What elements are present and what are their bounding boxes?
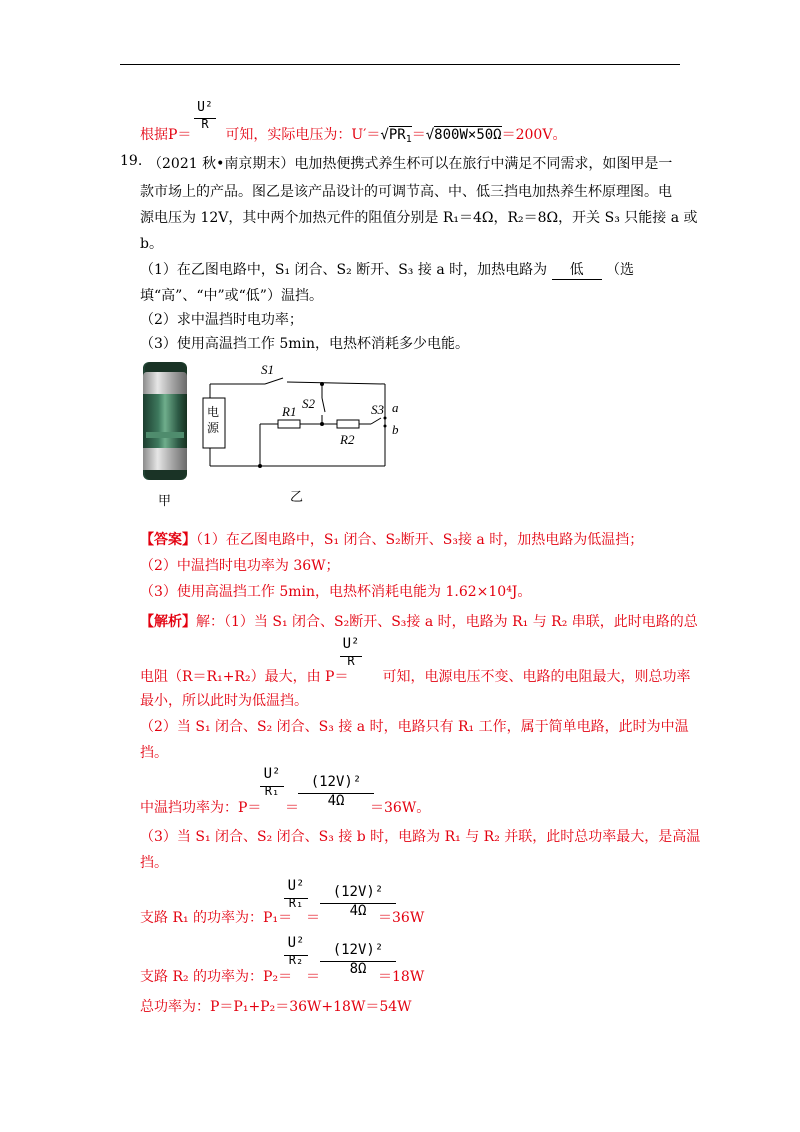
answer-2: （2）中温挡时电功率为 36W； xyxy=(140,558,340,574)
fraction-denominator: R₂ xyxy=(288,953,304,967)
fraction-denominator: 4Ω xyxy=(349,903,367,919)
sqrt-values xyxy=(426,126,502,143)
question-line-1: （2021 秋•南京期末）电加热便携式养生杯可以在旅行中满足不同需求，如图甲是一 xyxy=(148,156,673,172)
p1-eq: ＝ xyxy=(306,910,320,926)
analysis-line-6: （3）当 S₁ 闭合、S₂ 闭合、S₃ 接 b 时，电路为 R₁ 与 R₂ 并联，此时总功率最大，是高温 xyxy=(140,829,701,845)
fraction-numerator: U² xyxy=(342,636,360,652)
total-power-line: 总功率为：P＝P₁+P₂＝36W+18W＝54W xyxy=(140,999,412,1015)
part1-blank: 低 xyxy=(552,259,602,280)
question-number: 19. xyxy=(120,153,143,169)
analysis-tag: 【解析】 xyxy=(140,614,196,630)
fraction-bar xyxy=(320,961,396,962)
label-r1: R1 xyxy=(282,404,297,419)
label-r2: R2 xyxy=(340,432,355,447)
fraction-bar xyxy=(284,955,308,956)
fraction-numerator: U² xyxy=(287,878,305,894)
cup-base xyxy=(145,470,185,480)
fraction-denominator: R xyxy=(347,654,355,668)
answer-tag: 【答案】 xyxy=(140,532,196,548)
resistor-r1 xyxy=(278,420,300,428)
question-part-2: （2）求中温挡时电功率； xyxy=(140,312,303,328)
analysis-fraction-u2-r xyxy=(336,636,366,668)
junction-node xyxy=(320,382,324,386)
fraction-bar xyxy=(260,786,284,787)
analysis-line-3: 最小，所以此时为低温挡。 xyxy=(140,693,308,709)
fraction-numerator: U² xyxy=(197,100,213,115)
answer-1: （1）在乙图电路中，S₁ 闭合、S₂断开、S₃接 a 时，加热电路为低温挡； xyxy=(196,532,644,548)
question-line-2: 款市场上的产品。图乙是该产品设计的可调节高、中、低三挡电加热养生杯原理图。电 xyxy=(140,184,672,200)
fraction-bar xyxy=(340,656,362,657)
intro-prefix: 根据P＝ xyxy=(140,127,192,143)
power-source-label: 电源 xyxy=(207,405,220,435)
p2-result: ＝18W xyxy=(378,969,425,985)
fraction-numerator: (12V)² xyxy=(332,942,384,958)
contact-b xyxy=(384,425,387,428)
question-line-3: 源电压为 12V，其中两个加热元件的阻值分别是 R₁＝4Ω，R₂＝8Ω，开关 S₃ 只能接 a 或 xyxy=(140,210,698,226)
question-line-4: b。 xyxy=(140,236,163,252)
fraction-bar xyxy=(284,898,308,899)
part1-text-b: （选 xyxy=(606,262,635,278)
mid-fraction-u2-r1 xyxy=(256,766,288,798)
fraction-numerator: (12V)² xyxy=(332,884,384,900)
mid-result: ＝36W。 xyxy=(370,800,431,816)
cup-stripe xyxy=(146,432,184,438)
figure-label-jia: 甲 xyxy=(158,494,172,509)
mid-eq: ＝ xyxy=(285,800,299,816)
junction-node xyxy=(258,464,262,468)
p2-line: 支路 R₂ 的功率为：P₂＝ xyxy=(140,969,293,985)
fraction-numerator: (12V)² xyxy=(310,774,362,790)
circuit-diagram xyxy=(195,360,410,475)
label-s2: S2 xyxy=(302,396,315,411)
product-photo xyxy=(143,362,187,480)
p2-eq: ＝ xyxy=(306,969,320,985)
analysis-line-1 xyxy=(140,611,698,631)
header-rule xyxy=(120,64,680,65)
analysis-line-4: （2）当 S₁ 闭合、S₂ 闭合、S₃ 接 a 时，电路只有 R₁ 工作，属于简单电路，此时为中温 xyxy=(140,719,689,735)
fraction-denominator: 8Ω xyxy=(349,961,367,977)
analysis-1: 解：（1）当 S₁ 闭合、S₂断开、S₃接 a 时，电路为 R₁ 与 R₂ 串联，此时电路的总 xyxy=(196,614,698,630)
fraction-denominator: 4Ω xyxy=(327,793,345,809)
fraction-numerator: U² xyxy=(287,935,305,951)
question-part-3: （3）使用高温挡工作 5min，电热杯消耗多少电能。 xyxy=(140,336,470,352)
sqrt-pr1-sub: 1 xyxy=(405,134,412,145)
intro-eq: ＝ xyxy=(411,127,426,143)
intro-result: ＝200V。 xyxy=(501,127,567,143)
figure-label-yi: 乙 xyxy=(290,490,304,505)
resistor-r2 xyxy=(337,420,359,428)
question-part-1-cont: 填“高”、“中”或“低”）温挡。 xyxy=(140,288,323,304)
wire xyxy=(287,382,385,384)
label-a: a xyxy=(392,400,399,415)
sqrt-sign-2: √ xyxy=(425,127,435,143)
cup-lid xyxy=(145,362,185,372)
analysis-2b: 可知，电源电压不变、电路的电阻最大，则总功率 xyxy=(382,669,691,685)
sqrt-pr1 xyxy=(380,126,411,143)
fraction-bar xyxy=(194,118,216,119)
mid-fraction-values xyxy=(296,774,376,809)
mid-prefix: 中温挡功率为：P＝ xyxy=(140,800,262,816)
s3-switch-blade xyxy=(371,418,381,424)
analysis-line-5: 挡。 xyxy=(140,745,168,761)
cup-bottom-band xyxy=(143,448,187,470)
sqrt-values-text: 800W×50Ω xyxy=(434,127,502,143)
fraction-denominator: R₁ xyxy=(288,896,304,910)
fraction-denominator: R₁ xyxy=(264,784,280,798)
part1-text: （1）在乙图电路中，S₁ 闭合、S₂ 断开、S₃ 接 a 时，加热电路为 xyxy=(140,262,548,278)
intro-line xyxy=(140,124,566,145)
p1-fraction-u2-r1 xyxy=(280,878,312,910)
fraction-numerator: U² xyxy=(263,766,281,782)
label-b: b xyxy=(392,422,399,437)
sqrt-pr1-body xyxy=(389,126,412,143)
answer-3: （3）使用高温挡工作 5min，电热杯消耗电能为 1.62×10⁴J。 xyxy=(140,584,532,600)
s2-switch-blade xyxy=(322,398,325,412)
sqrt-sign: √ xyxy=(380,127,389,143)
p2-fraction-u2-r2 xyxy=(280,935,312,967)
label-s1: S1 xyxy=(261,362,274,377)
sqrt-pr1-text: PR xyxy=(388,127,406,143)
fraction-bar xyxy=(298,793,374,794)
analysis-line-7: 挡。 xyxy=(140,855,168,871)
s1-switch-blade xyxy=(265,378,283,384)
question-part-1 xyxy=(140,259,634,280)
answer-line-1 xyxy=(140,529,643,549)
intro-middle: 可知，实际电压为：U′＝ xyxy=(225,127,381,143)
fraction-bar xyxy=(320,903,396,904)
cup-top-band xyxy=(143,372,187,394)
analysis-line-2 xyxy=(140,666,690,686)
junction-node xyxy=(320,422,324,426)
fraction-denominator: R xyxy=(201,117,209,131)
p1-result: ＝36W xyxy=(378,910,425,926)
mid-power-line xyxy=(140,797,261,817)
analysis-2a: 电阻（R＝R₁+R₂）最大，由 P＝ xyxy=(140,669,349,685)
label-s3: S3 xyxy=(371,402,384,417)
p1-line: 支路 R₁ 的功率为：P₁＝ xyxy=(140,910,293,926)
